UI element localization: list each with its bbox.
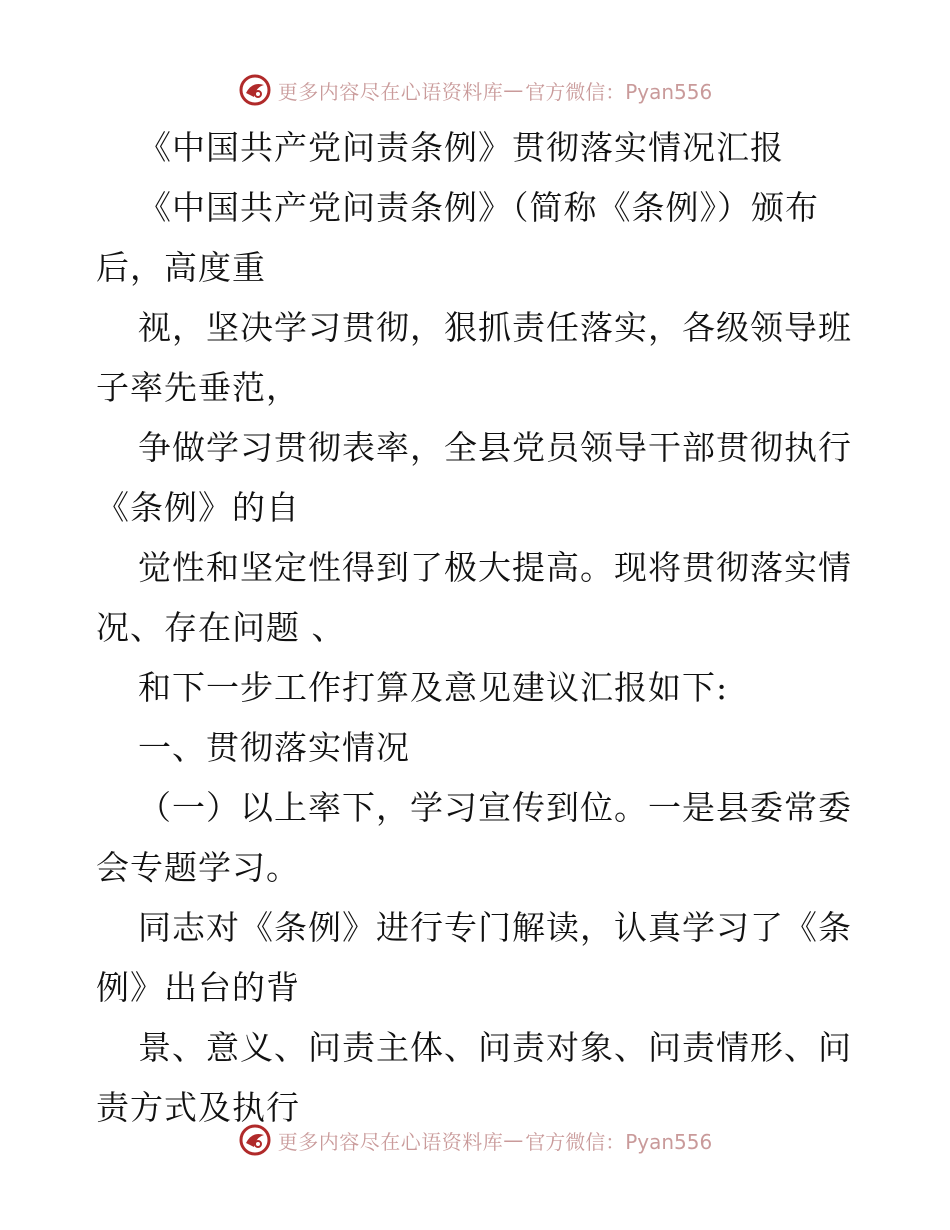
text-line: 子率先垂范，	[96, 368, 300, 407]
banner-wechat: 官方微信：Pyan556	[525, 79, 713, 104]
text-line: 例》出台的背	[96, 968, 300, 1007]
swirl-logo-icon	[238, 73, 272, 107]
document-body	[96, 118, 856, 1138]
text-line: 《中国共产党问责条例》（简称《条例》）颁布	[138, 188, 819, 227]
section-heading: 一、贯彻落实情况	[138, 728, 410, 767]
banner-text: 更多内容尽在心语资料库	[277, 1129, 504, 1154]
text-line: 同志对《条例》进行专门解读，认真学习了《条	[138, 908, 852, 947]
text-line: （一）以上率下，学习宣传到位。一是县委常委	[138, 788, 852, 827]
document-title: 《中国共产党问责条例》贯彻落实情况汇报	[138, 128, 784, 167]
text-line: 视，坚决学习贯彻，狠抓责任落实，各级领导班	[138, 308, 852, 347]
text-line: 后，高度重	[96, 248, 266, 287]
banner-separator: —	[503, 78, 524, 102]
swirl-logo-icon	[238, 1123, 272, 1157]
footer-banner	[0, 1118, 950, 1162]
text-line: 觉性和坚定性得到了极大提高。现将贯彻落实情	[138, 548, 852, 587]
text-line: 和下一步工作打算及意见建议汇报如下:	[138, 668, 729, 707]
banner-text: 更多内容尽在心语资料库	[277, 79, 504, 104]
text-line: 况、存在问题 、	[96, 608, 346, 647]
text-line: 《条例》的自	[96, 488, 300, 527]
banner-separator: —	[503, 1128, 524, 1152]
banner-wechat: 官方微信：Pyan556	[525, 1129, 713, 1154]
text-line: 争做学习贯彻表率，全县党员领导干部贯彻执行	[138, 428, 852, 467]
text-line: 景、意义、问责主体、问责对象、问责情形、问	[138, 1028, 852, 1067]
header-banner	[0, 68, 950, 112]
text-line: 会专题学习。	[96, 848, 300, 887]
text-line: 责方式及执行	[96, 1088, 300, 1127]
